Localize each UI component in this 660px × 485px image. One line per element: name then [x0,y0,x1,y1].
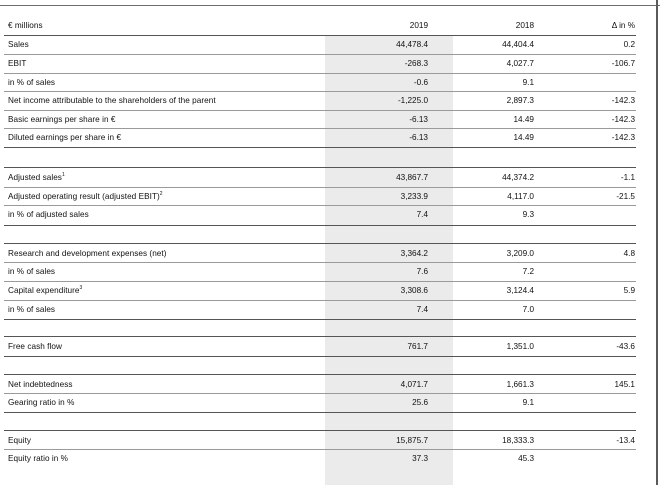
table-row: Adjusted sales$^1$ 43,867.7 44,374.2 -1.1 [8,172,635,182]
table-row: Adjusted operating result (adjusted EBIT)$^2$ 3,233.9 4,117.0 -21.5 [8,191,635,201]
table-row: Free cash flow 761.7 1,351.0 -43.6 [8,342,635,351]
group-divider [4,225,636,226]
group-divider [4,430,636,431]
group-divider [4,243,636,244]
table-row: Equity ratio in % 37.3 45.3 [8,454,534,463]
table-row: Equity 15,875.7 18,333.3 -13.4 [8,436,635,445]
group-divider [4,319,636,320]
table-row: Sales 44,478.4 44,404.4 0.2 [8,40,635,49]
group-divider [4,412,636,413]
table-row: in % of sales -0.6 9.1 [8,78,534,87]
group-divider [4,167,636,168]
table-row: Gearing ratio in % 25.6 9.1 [8,398,534,407]
table-row: in % of sales 7.4 7.0 [8,305,534,314]
header-unit-label: € millions [8,21,43,30]
header-2019: 2019 [409,21,428,30]
table-row: in % of adjusted sales 7.4 9.3 [8,210,534,219]
header-2018: 2018 [515,21,534,30]
table-row: Net income attributable to the shareholders of the parent -1,225.0 2,897.3 -142.3 [8,96,635,105]
group-divider [4,374,636,375]
table-top-border [0,5,660,6]
table-header-row [4,17,636,34]
group-divider [4,147,636,148]
group-divider [4,356,636,357]
table-row: Basic earnings per share in € -6.13 14.49 -142.3 [8,115,635,124]
table-row: Research and development expenses (net) 3,364.2 3,209.0 4.8 [8,249,635,258]
table-row: EBIT -268.3 4,027.7 -106.7 [8,59,635,68]
right-edge-border [656,0,658,485]
header-delta: Δ in % [611,21,635,30]
table-row: in % of sales 7.6 7.2 [8,267,534,276]
table-row: Capital expenditure$^3$ 3,308.6 3,124.4 5.9 [8,285,635,295]
group-divider [4,336,636,337]
table-row: Net indebtedness 4,071.7 1,661.3 145.1 [8,380,635,389]
table-row: Diluted earnings per share in € -6.13 14.49 -142.3 [8,133,635,142]
